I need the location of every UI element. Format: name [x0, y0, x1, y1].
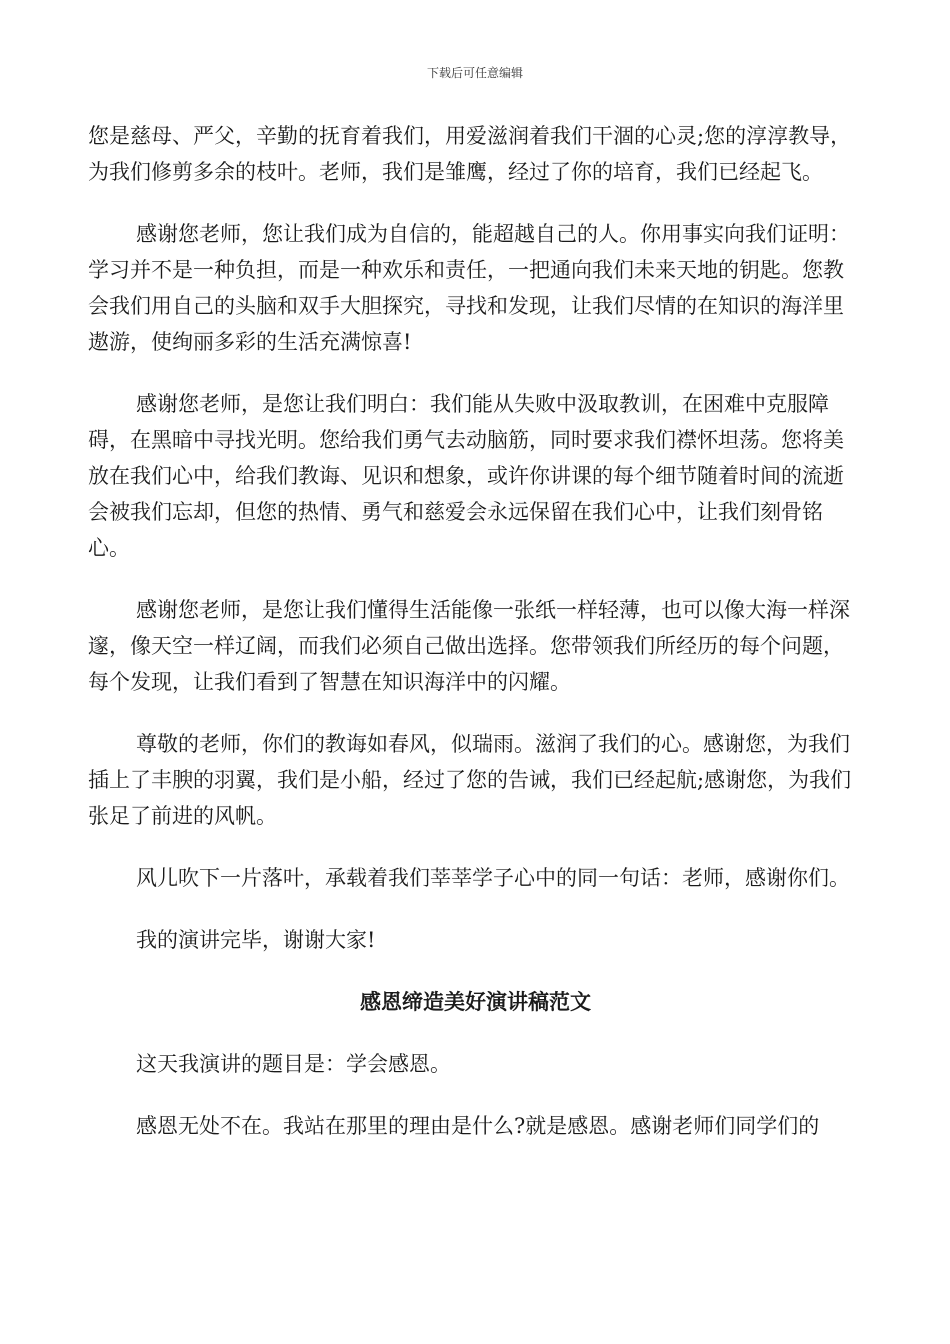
paragraph-1: 您是慈母、严父，辛勤的抚育着我们，用爱滋润着我们干涸的心灵;您的淳淳教导，为我们修剪多余的枝叶。老师，我们是雏鹰，经过了你的培育，我们已经起飞。: [88, 124, 852, 184]
paragraph-5: 尊敬的老师，你们的教诲如春风，似瑞雨。滋润了我们的心。感谢您，为我们插上了丰腴的羽翼，我们是小船，经过了您的告诫，我们已经起航;感谢您，为我们张足了前进的风帆。: [88, 732, 852, 828]
paragraph-8: 这天我演讲的题目是：学会感恩。: [136, 1052, 451, 1076]
document-body: [88, 118, 863, 1170]
paragraph-4: 感谢您老师，是您让我们懂得生活能像一张纸一样轻薄，也可以像大海一样深邃，像天空一样辽阔，而我们必须自己做出选择。您带领我们所经历的每个问题，每个发现，让我们看到了智慧在知识海洋中的闪耀。: [88, 598, 850, 694]
paragraph-9: 感恩无处不在。我站在那里的理由是什么?就是感恩。感谢老师们同学们的: [136, 1114, 820, 1138]
paragraph-3: 感谢您老师，是您让我们明白：我们能从失败中汲取教训，在困难中克服障碍，在黑暗中寻找光明。您给我们勇气去动脑筋，同时要求我们襟怀坦荡。您将美放在我们心中，给我们教诲、见识和想象，或许你讲课的每个细节随着时间的流逝会被我们忘却，但您的热情、勇气和慈爱会永远保留在我们心中，让我们刻骨铭心。: [88, 392, 844, 560]
page-header: 下载后可任意编辑: [426, 66, 523, 80]
paragraph-2: 感谢您老师，您让我们成为自信的，能超越自己的人。你用事实向我们证明：学习并不是一种负担，而是一种欢乐和责任，一把通向我们未来天地的钥匙。您教会我们用自己的头脑和双手大胆探究，寻找和发现，让我们尽情的在知识的海洋里遨游，使绚丽多彩的生活充满惊喜!: [88, 222, 850, 354]
paragraph-7: 我的演讲完毕，谢谢大家!: [136, 928, 376, 952]
section-title: 感恩缔造美好演讲稿范文: [360, 990, 591, 1014]
paragraph-6: 风儿吹下一片落叶，承载着我们莘莘学子心中的同一句话：老师，感谢你们。: [136, 866, 850, 890]
